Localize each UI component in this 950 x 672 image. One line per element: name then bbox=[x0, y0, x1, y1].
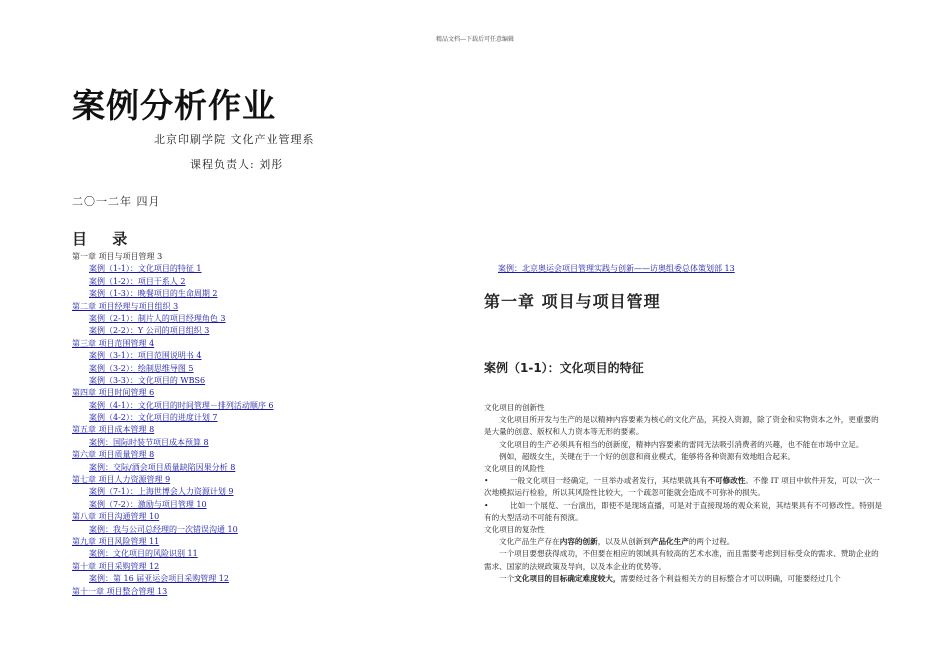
toc-item[interactable]: 案例：第 16 届亚运会项目采购管理 12 bbox=[89, 574, 229, 584]
toc-item[interactable]: 第七章 项目人力资源管理 9 bbox=[72, 475, 171, 485]
toc-item[interactable]: 案例（1-1）：文化项目的特征 1 bbox=[89, 264, 202, 274]
toc-item[interactable]: 第五章 项目成本管理 8 bbox=[72, 425, 155, 435]
toc-title: 目 录 bbox=[72, 230, 138, 248]
toc-item[interactable]: 案例（4-1）：文化项目的时间管理－排列活动顺序 6 bbox=[89, 400, 274, 410]
header-note: 精品文档---下载后可任意编辑 bbox=[435, 36, 515, 43]
section-label-risk: 文化项目的风险性 bbox=[484, 464, 545, 474]
toc-item-beijing-olympics[interactable]: 案例：北京奥运会项目管理实践与创新——访奥组委总体策划部 13 bbox=[498, 264, 735, 273]
instructor-line: 课程负责人: 刘彤 bbox=[190, 158, 284, 171]
toc-item[interactable]: 第九章 项目风险管理 11 bbox=[72, 536, 160, 546]
toc-item[interactable]: 第六章 项目质量管理 8 bbox=[72, 450, 155, 460]
toc-item[interactable]: 第十章 项目采购管理 12 bbox=[72, 561, 160, 571]
toc-item[interactable]: 案例：国际时装节项目成本预算 8 bbox=[89, 437, 209, 447]
bullet-icon: • bbox=[484, 476, 489, 486]
toc-item[interactable]: 第十一章 项目整合管理 13 bbox=[72, 586, 168, 596]
toc-item[interactable]: 案例（3-3）：文化项目的 WBS6 bbox=[89, 375, 206, 385]
section-label-complexity: 文化项目的复杂性 bbox=[484, 525, 545, 535]
case-heading: 案例（1-1）：文化项目的特征 bbox=[484, 361, 644, 375]
toc-item[interactable]: 案例（4-2）：文化项目的进度计划 7 bbox=[89, 413, 218, 423]
toc-item[interactable]: 案例（1-3）：晚餐项目的生命周期 2 bbox=[89, 289, 218, 299]
paragraph: 文化产品生产存在内容的创新，以及从创新到产品化生产的两个过程。 bbox=[499, 537, 735, 547]
document-title: 案例分析作业 bbox=[72, 86, 276, 125]
body-text bbox=[484, 402, 884, 585]
table-of-contents bbox=[72, 251, 402, 598]
paragraph: 例如，超级女生，关键在于一个好的创意和商业模式，能够将各种资源有效地组合起来。 bbox=[499, 451, 796, 461]
toc-item: 第一章 项目与项目管理 3 bbox=[72, 252, 163, 261]
toc-item[interactable]: 第二章 项目经理与项目组织 3 bbox=[72, 301, 179, 311]
section-label-innovation: 文化项目的创新性 bbox=[484, 403, 545, 412]
toc-item[interactable]: 案例（1-2）：项目干系人 2 bbox=[89, 276, 186, 286]
toc-item[interactable]: 案例（7-1）：上海世博会人力资源计划 9 bbox=[89, 487, 234, 497]
bullet-icon: • bbox=[484, 500, 489, 510]
document-date: 二〇一二年 四月 bbox=[72, 195, 161, 208]
toc-item[interactable]: 第八章 项目沟通管理 10 bbox=[72, 512, 160, 522]
toc-item[interactable]: 案例：文化项目的风险识别 11 bbox=[89, 549, 198, 559]
toc-item[interactable]: 案例（2-2）：Y 公司的项目组织 3 bbox=[89, 326, 210, 336]
paragraph: 文化项目所开发与生产的是以精神内容要素为核心的文化产品，其投入资源，除了资金和实物资本之外，更重要的是大量的创意、版权和人力资本等无形的要素。 bbox=[484, 415, 879, 437]
paragraph: 文化项目的生产必须具有相当的创新度，精神内容要素的雷同无法吸引消费者的兴趣，也不能在市场中立足。 bbox=[499, 439, 864, 449]
paragraph: 一个项目要想获得成功，不但要在相应的领域具有较高的艺术水准，而且需要考虑到目标受众的需求、赞助企业的需求、国家的法规政策及导向，以及本企业的优势等。 bbox=[484, 549, 879, 571]
toc-item[interactable]: 案例：交际/酒会项目质量缺陷因果分析 8 bbox=[89, 462, 236, 472]
toc-item[interactable]: 案例（7-2）：激励与项目管理 10 bbox=[89, 499, 207, 509]
toc-item[interactable]: 案例：我与公司总经理的一次错误沟通 10 bbox=[89, 524, 238, 534]
toc-item[interactable]: 案例（2-1）：制片人的项目经理角色 3 bbox=[89, 313, 226, 323]
bullet-paragraph: • 比如一个展览、一台演出，即使不是现场直播，可是对于直接现场的观众来说，其结果具有不可修改性。特别是有的大型活动不可能有预演。 bbox=[484, 500, 883, 522]
document-subtitle: 北京印刷学院 文化产业管理系 bbox=[154, 133, 315, 146]
chapter-heading: 第一章 项目与项目管理 bbox=[484, 292, 661, 311]
toc-item[interactable]: 案例（3-2）：绘制思维导图 5 bbox=[89, 363, 194, 373]
toc-item[interactable]: 第四章 项目时间管理 6 bbox=[72, 388, 155, 398]
paragraph: 一个文化项目的目标确定难度较大，需要经过各个利益相关方的目标整合才可以明确，可能要经过几个 bbox=[499, 573, 841, 583]
bullet-paragraph: • 一般文化项目一经确定，一旦举办或者发行，其结果就具有不可修改性。不像 IT 项目中软件开发，可以一次一次地模拟运行检验，所以其风险性比较大，一个疏忽可能就会造成不可弥补的损失。 bbox=[484, 476, 880, 498]
toc-item[interactable]: 第三章 项目范围管理 4 bbox=[72, 338, 155, 348]
toc-item[interactable]: 案例（3-1）：项目范围说明书 4 bbox=[89, 351, 202, 361]
